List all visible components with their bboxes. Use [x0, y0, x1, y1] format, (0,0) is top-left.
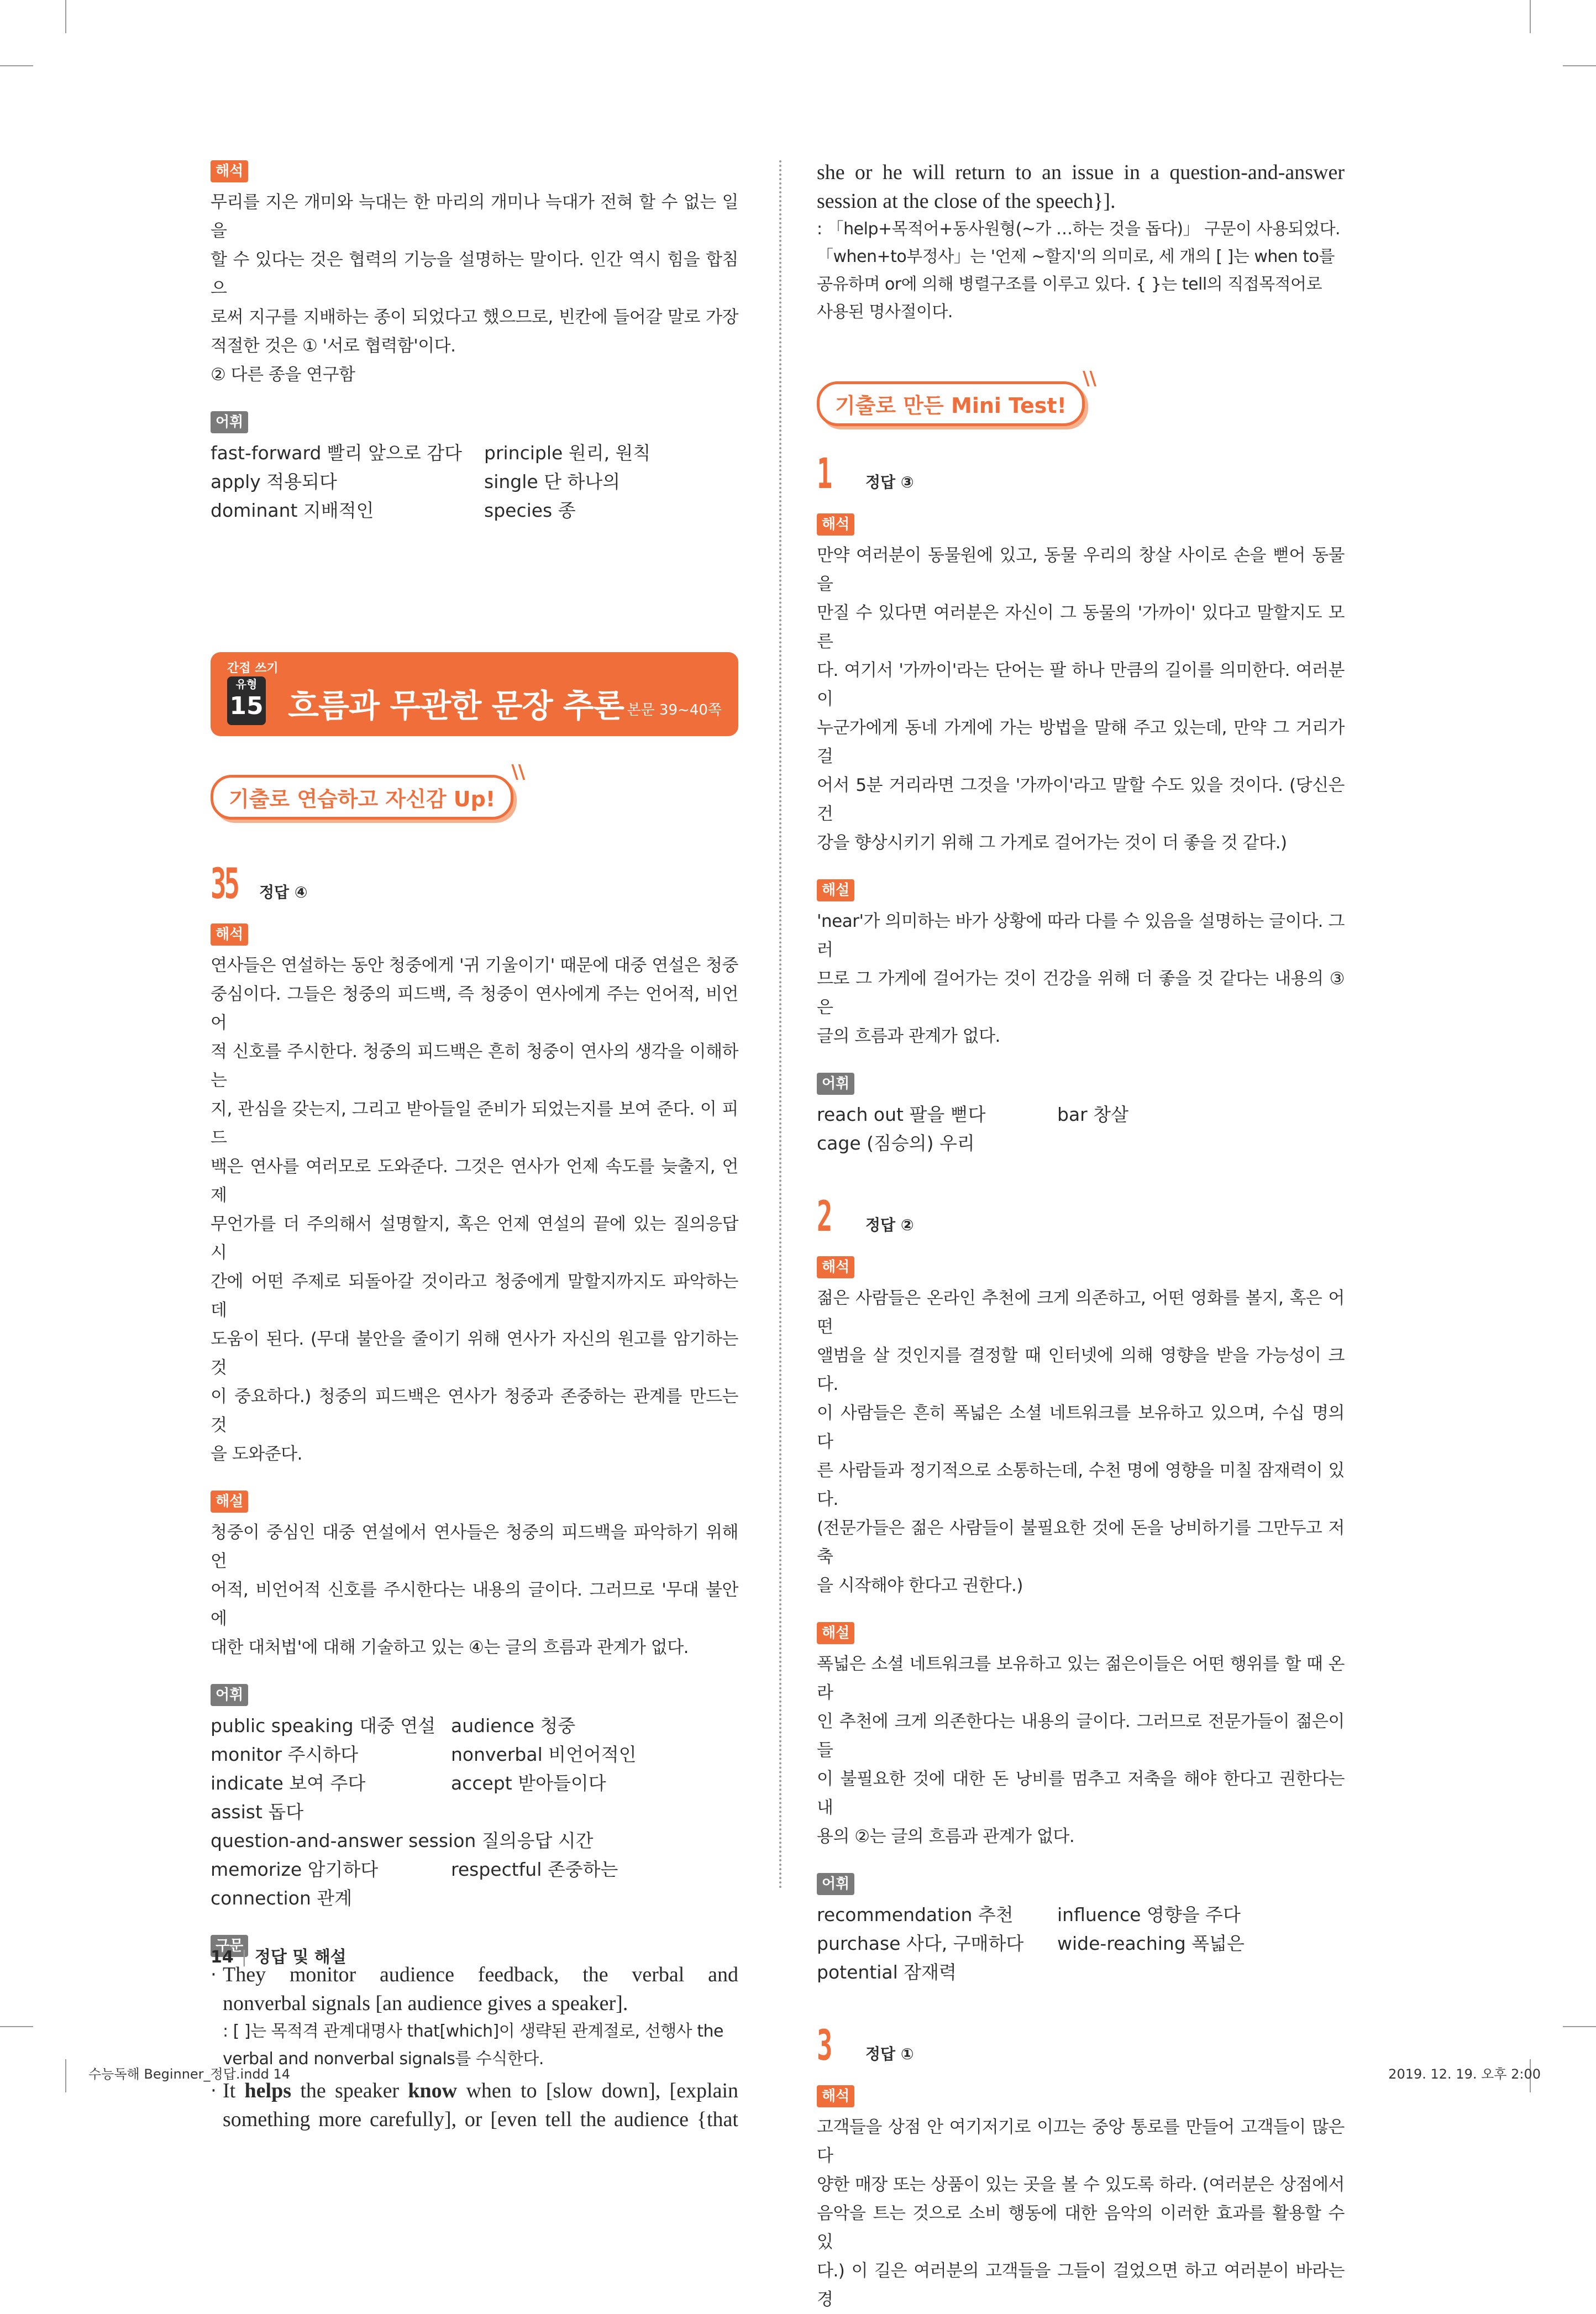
text-line: verbal and nonverbal signals를 수식한다. — [223, 2049, 544, 2069]
text-line: 폭넓은 소셜 네트워크를 보유하고 있는 젊은이들은 어떤 행위를 할 때 온라 — [817, 1654, 1345, 1703]
vocab-item: single 단 하나의 — [484, 471, 621, 492]
text-line: 사용된 명사절이다. — [817, 302, 953, 322]
text-line: 백은 연사를 여러모로 도와준다. 그것은 연사가 언제 속도를 늦출지, 언제 — [211, 1157, 738, 1205]
text-line: 고객들을 상점 안 여기저기로 이끄는 중앙 통로를 만들어 고객들이 많은 다 — [817, 2117, 1345, 2166]
vocab-item: apply 적용되다 — [211, 471, 337, 492]
text-line: 용의 ②는 글의 흐름과 관계가 없다. — [817, 1827, 1075, 1846]
text-line: 을 도와준다. — [211, 1444, 302, 1464]
explanation-paragraph — [817, 1650, 1345, 1851]
text-line: 만질 수 있다면 여러분은 자신이 그 동물의 '가까이' 있다고 말할지도 모른 — [817, 603, 1345, 652]
footer-separator: | — [241, 1948, 247, 1967]
text-line: something more carefully], or [even tell the audience {that — [223, 2108, 738, 2131]
text-line: 청중이 중심인 대중 연설에서 연사들은 청중의 피드백을 파악하기 위해 언 — [211, 1523, 738, 1571]
vocab-item: question-and-answer session 질의응답 시간 — [211, 1830, 594, 1851]
vocab-tag: 어휘 — [817, 1073, 854, 1095]
text-line: 음악을 트는 것으로 소비 행동에 대한 음악의 이러한 효과를 활용할 수 있 — [817, 2203, 1345, 2252]
english-sentence-continued — [817, 158, 1345, 216]
column-divider — [779, 160, 781, 1890]
vocab-item: assist 돕다 — [211, 1801, 304, 1823]
vocab-item: respectful 존중하는 — [451, 1859, 618, 1880]
type-label: 유형 — [235, 678, 258, 691]
question-number: 1 — [817, 449, 831, 498]
vocab-list — [211, 1712, 738, 1913]
practice-sticker — [211, 761, 526, 820]
vocab-item: fast-forward 빨리 앞으로 감다 — [211, 442, 463, 464]
text-line: 로써 지구를 지배하는 종이 되었다고 했으므로, 빈칸에 들어갈 말로 가장 — [211, 307, 738, 327]
footer-label: 정답 및 해설 — [254, 1948, 347, 1967]
crop-mark — [1563, 65, 1596, 66]
text-line: 앨범을 살 것인지를 결정할 때 인터넷에 의해 영향을 받을 가능성이 크다. — [817, 1346, 1345, 1394]
explanation-paragraph — [817, 907, 1345, 1051]
vocab-item: potential 잠재력 — [817, 1961, 957, 1983]
text-line: It helps the speaker know when to [slow down], [explain — [223, 2079, 739, 2102]
text-line: she or he will return to an issue in a question-and-answer — [817, 161, 1345, 184]
vocab-item — [451, 1884, 700, 1913]
answer-header — [817, 2021, 1345, 2070]
text-line: 대한 대처법'에 대해 기술하고 있는 ④는 글의 흐름과 관계가 없다. — [211, 1638, 689, 1657]
text-line: 다.) 이 길은 여러분의 고객들을 그들이 걸었으면 하고 여러분이 바라는 경 — [817, 2261, 1345, 2310]
text-line: 누군가에게 동네 가게에 가는 방법을 말해 주고 있는데, 만약 그 거리가 걸 — [817, 718, 1345, 767]
crop-mark — [65, 2059, 66, 2092]
text-line: 무언가를 더 주의해서 설명할지, 혹은 언제 연설의 끝에 있는 질의응답 시 — [211, 1214, 738, 1263]
translation-paragraph — [817, 541, 1345, 857]
text-line: 양한 매장 또는 상품이 있는 곳을 볼 수 있도록 하라. (여러분은 상점에서 — [817, 2175, 1345, 2195]
text-line: 른 사람들과 정기적으로 소통하는데, 수천 명에 영향을 미칠 잠재력이 있다. — [817, 1461, 1345, 1509]
print-slug-date: 2019. 12. 19. 오후 2:00 — [1388, 2066, 1541, 2082]
spark-icon: \\ — [511, 761, 526, 783]
banner-subtitle: 간접 쓰기 — [227, 662, 279, 675]
haeseok-tag: 해석 — [211, 923, 248, 946]
vocab-item: wide-reaching 폭넓은 — [1057, 1933, 1245, 1954]
vocab-item: public speaking 대중 연설 — [211, 1715, 436, 1736]
syntax-note — [817, 216, 1345, 326]
crop-mark — [1563, 2026, 1596, 2027]
text-line: They monitor audience feedback, the verbal and — [223, 1963, 738, 1986]
page-number: 14 — [211, 1948, 234, 1967]
crop-mark — [1530, 0, 1531, 33]
text-line: 므로 그 가게에 걸어가는 것이 건강을 위해 더 좋을 것 같다는 내용의 ③은 — [817, 969, 1345, 1017]
vocab-item: dominant 지배적인 — [211, 500, 374, 521]
text-line: 적절한 것은 ① '서로 협력함'이다. — [211, 336, 456, 356]
text-line: 이 사람들은 흔히 폭넓은 소셜 네트워크를 보유하고 있으며, 수십 명의 다 — [817, 1403, 1345, 1452]
text-line: 간에 어떤 주제로 되돌아갈 것이라고 청중에게 말할지까지도 파악하는 데 — [211, 1272, 738, 1320]
translation-paragraph — [211, 951, 738, 1468]
text-line: 무리를 지은 개미와 늑대는 한 마리의 개미나 늑대가 전혀 할 수 없는 일을 — [211, 192, 738, 241]
translation-paragraph — [817, 2113, 1345, 2314]
syntax-tag: 구문 — [211, 1935, 248, 1957]
text-line: ② 다른 종을 연구함 — [211, 365, 355, 385]
vocab-item: principle 원리, 원칙 — [484, 442, 651, 464]
text-line: : 「help+목적어+동사원형(~가 …하는 것을 돕다)」 구문이 사용되었다. — [817, 219, 1341, 239]
syntax-note — [223, 2018, 738, 2073]
vocab-list — [211, 439, 738, 525]
text-line: 할 수 있다는 것은 협력의 기능을 설명하는 말이다. 인간 역시 힘을 합침으 — [211, 250, 738, 298]
vocab-item — [451, 1798, 700, 1827]
vocab-item: monitor 주시하다 — [211, 1744, 359, 1765]
syntax-item — [211, 1960, 738, 2073]
vocab-item: nonverbal 비언어적인 — [451, 1744, 637, 1765]
vocab-item: connection 관계 — [211, 1887, 353, 1909]
left-column — [211, 160, 738, 2134]
vocab-item: purchase 사다, 구매하다 — [817, 1933, 1024, 1954]
vocab-item: species 종 — [484, 500, 576, 521]
text-line: 어적, 비언어적 신호를 주시한다는 내용의 글이다. 그러므로 '무대 불안에 — [211, 1580, 738, 1629]
vocab-list — [817, 1100, 1345, 1158]
text-line: 공유하며 or에 의해 병렬구조를 이루고 있다. { }는 tell의 직접목적어로 — [817, 275, 1322, 294]
haeseok-tag: 해석 — [817, 513, 854, 536]
crop-mark — [65, 0, 66, 33]
text-line: 강을 향상시키기 위해 그 가게로 걸어가는 것이 더 좋을 것 같다.) — [817, 833, 1287, 853]
explanation-paragraph — [211, 1518, 738, 1662]
answer-label: 정답 ④ — [259, 883, 308, 901]
sticker-text: 기출로 연습하고 자신감 Up! — [229, 787, 496, 811]
vocab-item: memorize 암기하다 — [211, 1859, 379, 1880]
text-line: (전문가들은 젊은 사람들이 불필요한 것에 돈을 낭비하기를 그만두고 저축 — [817, 1518, 1345, 1567]
page-reference: 본문 39~40쪽 — [627, 702, 722, 718]
vocab-item: accept 받아들이다 — [451, 1772, 606, 1794]
text-line: 중심이다. 그들은 청중의 피드백, 즉 청중이 연사에게 주는 언어적, 비언어 — [211, 984, 738, 1033]
type-number: 15 — [229, 692, 264, 720]
text-line: 이 중요하다.) 청중의 피드백은 연사가 청중과 존중하는 관계를 만드는 것 — [211, 1387, 738, 1435]
text-line: 만약 여러분이 동물원에 있고, 동물 우리의 창살 사이로 손을 뻗어 동물을 — [817, 545, 1345, 594]
question-number: 2 — [817, 1192, 831, 1241]
right-column — [817, 160, 1345, 2314]
answer-label: 정답 ① — [865, 2045, 914, 2063]
answer-header — [817, 1192, 1345, 1241]
vocab-item: indicate 보여 주다 — [211, 1772, 366, 1794]
text-line: nonverbal signals [an audience gives a speaker]. — [223, 1992, 628, 2015]
vocab-item: reach out 팔을 뻗다 — [817, 1104, 986, 1125]
bullet-dot: · — [211, 1964, 217, 1986]
text-line: 어서 5분 거리라면 그것을 '가까이'라고 말할 수도 있을 것이다. (당신은 건 — [817, 775, 1345, 824]
text-line: 지, 관심을 갖는지, 그리고 받아들일 준비가 되었는지를 보여 준다. 이 피드 — [211, 1099, 738, 1148]
haeseok-tag: 해석 — [817, 2085, 854, 2107]
text-line: : [ ]는 목적격 관계대명사 that[which]이 생략된 관계절로, 선행사 the — [223, 2022, 723, 2041]
text-line: 이 불필요한 것에 대한 돈 낭비를 멈추고 저축을 해야 한다고 권한다는 내 — [817, 1769, 1345, 1818]
text-line: 을 시작해야 한다고 권한다.) — [817, 1576, 1023, 1596]
section-banner — [211, 652, 738, 736]
sticker-text: 기출로 만든 Mini Test! — [835, 393, 1067, 418]
question-number: 35 — [211, 859, 238, 908]
vocab-item: cage (짐승의) 우리 — [817, 1132, 975, 1154]
haeseok-tag: 해석 — [817, 1256, 854, 1278]
question-number: 3 — [817, 2021, 831, 2070]
text-line: 다. 여기서 '가까이'라는 단어는 팔 하나 만큼의 길이를 의미한다. 여러분이 — [817, 660, 1345, 709]
answer-label: 정답 ③ — [865, 473, 914, 491]
text-line: 인 추천에 크게 의존한다는 내용의 글이다. 그러므로 전문가들이 젊은이들 — [817, 1712, 1345, 1760]
vocab-item — [1057, 1129, 1306, 1158]
vocab-item: bar 창살 — [1057, 1104, 1128, 1125]
haeseol-tag: 해설 — [211, 1491, 248, 1513]
text-line: 도움이 된다. (무대 불안을 줄이기 위해 연사가 자신의 원고를 암기하는 것 — [211, 1329, 738, 1378]
explanation-paragraph — [211, 188, 738, 389]
vocab-item: audience 청중 — [451, 1715, 576, 1736]
haeseol-tag: 해설 — [817, 1622, 854, 1644]
text-line: 'near'가 의미하는 바가 상황에 따라 다를 수 있음을 설명하는 글이다. 그러 — [817, 911, 1345, 960]
vocab-item: recommendation 추천 — [817, 1904, 1014, 1925]
text-line: session at the close of the speech}]. — [817, 190, 1116, 213]
haeseol-tag: 해설 — [817, 879, 854, 901]
answer-header — [211, 859, 738, 908]
text-line: 젊은 사람들은 온라인 추천에 크게 의존하고, 어떤 영화를 볼지, 혹은 어떤 — [817, 1288, 1345, 1337]
spark-icon: \\ — [1083, 368, 1096, 390]
text-line: 「when+to부정사」는 '언제 ~할지'의 의미로, 세 개의 [ ]는 when to를 — [817, 247, 1335, 266]
vocab-item — [1057, 1958, 1306, 1987]
answer-label: 정답 ② — [865, 1216, 914, 1234]
bold-word: know — [408, 2079, 458, 2102]
syntax-item — [211, 2076, 738, 2134]
vocab-tag: 어휘 — [211, 1684, 248, 1706]
translation-paragraph — [817, 1284, 1345, 1600]
crop-mark — [0, 2026, 33, 2027]
text-line: 연사들은 연설하는 동안 청중에게 '귀 기울이기' 때문에 대중 연설은 청중 — [211, 956, 738, 975]
print-slug-file: 수능독해 Beginner_정답.indd 14 — [88, 2066, 291, 2082]
banner-title: 흐름과 무관한 문장 추론 — [288, 687, 624, 725]
haeseok-tag: 해석 — [211, 160, 248, 182]
vocab-tag: 어휘 — [211, 411, 248, 433]
bullet-dot: · — [211, 2080, 217, 2102]
text-line: 글의 흐름과 관계가 없다. — [817, 1026, 1000, 1046]
crop-mark — [0, 65, 33, 66]
vocab-list — [817, 1901, 1345, 1987]
vocab-item: influence 영향을 주다 — [1057, 1904, 1241, 1925]
vocab-tag: 어휘 — [817, 1873, 854, 1895]
answer-header — [817, 449, 1345, 498]
mini-test-sticker — [817, 368, 1096, 426]
page-footer — [211, 1943, 347, 1967]
bold-word: helps — [244, 2079, 292, 2102]
english-sentence — [223, 1960, 738, 2018]
text-line: 적 신호를 주시한다. 청중의 피드백은 흔히 청중이 연사의 생각을 이해하는 — [211, 1042, 738, 1090]
type-badge — [227, 676, 266, 725]
english-sentence — [223, 2076, 738, 2134]
